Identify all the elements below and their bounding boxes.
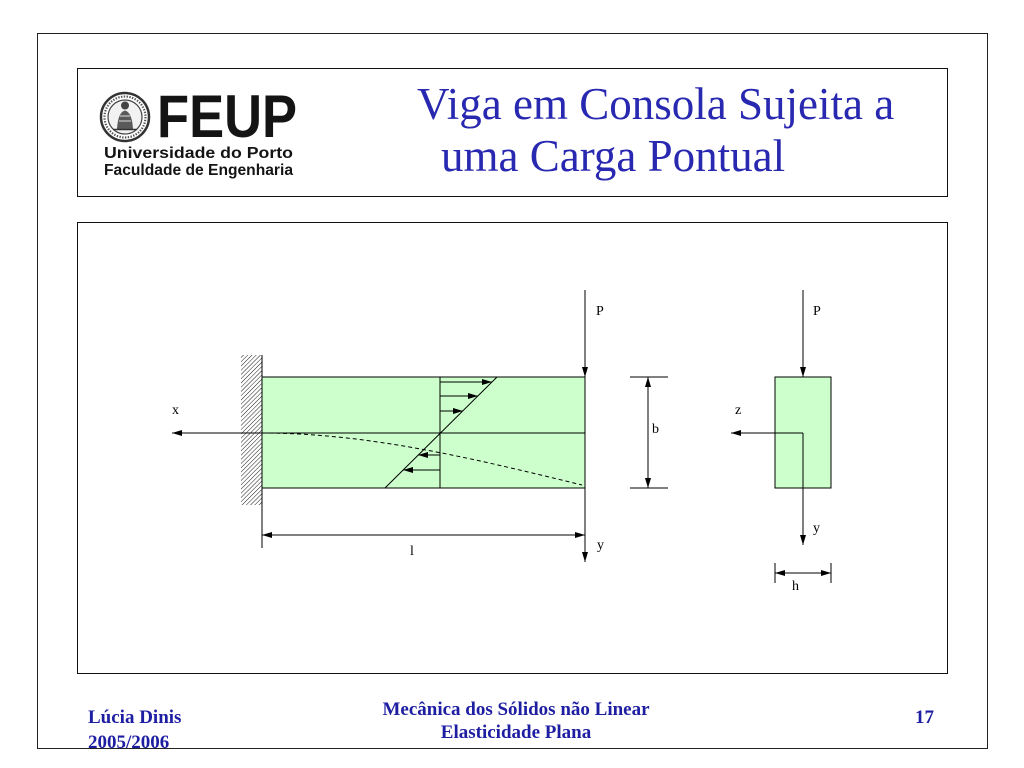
footer-author: Lúcia Dinis [88,707,182,728]
footer-course: Mecânica dos Sólidos não Linear [382,699,650,720]
feup-logo [95,85,310,185]
beam-load-label: P [596,304,604,319]
width-label: h [792,579,799,594]
logo-university: Universidade do Porto [104,145,294,162]
footer-year: 2005/2006 [88,732,170,753]
cantilever-diagram [78,223,946,672]
length-label: l [410,544,414,559]
x-axis-label: x [172,403,179,418]
z-axis-label: z [735,403,742,418]
fixed-support-hatch [241,355,262,505]
logo-acronym: FEUP [157,85,297,150]
section-y-axis-label: y [813,521,820,536]
footer-topic: Elasticidade Plana [440,722,592,743]
logo-faculty: Faculdade de Engenharia [104,162,294,179]
slide-title-line-1: Viga em Consola Sujeita a [417,79,895,129]
slide-title-line-2: uma Carga Pontual [441,131,786,181]
section-load-label: P [813,304,821,319]
university-seal-icon [101,93,149,141]
depth-label: b [652,422,659,437]
page-number: 17 [915,707,934,728]
beam-y-axis-label: y [597,538,604,553]
